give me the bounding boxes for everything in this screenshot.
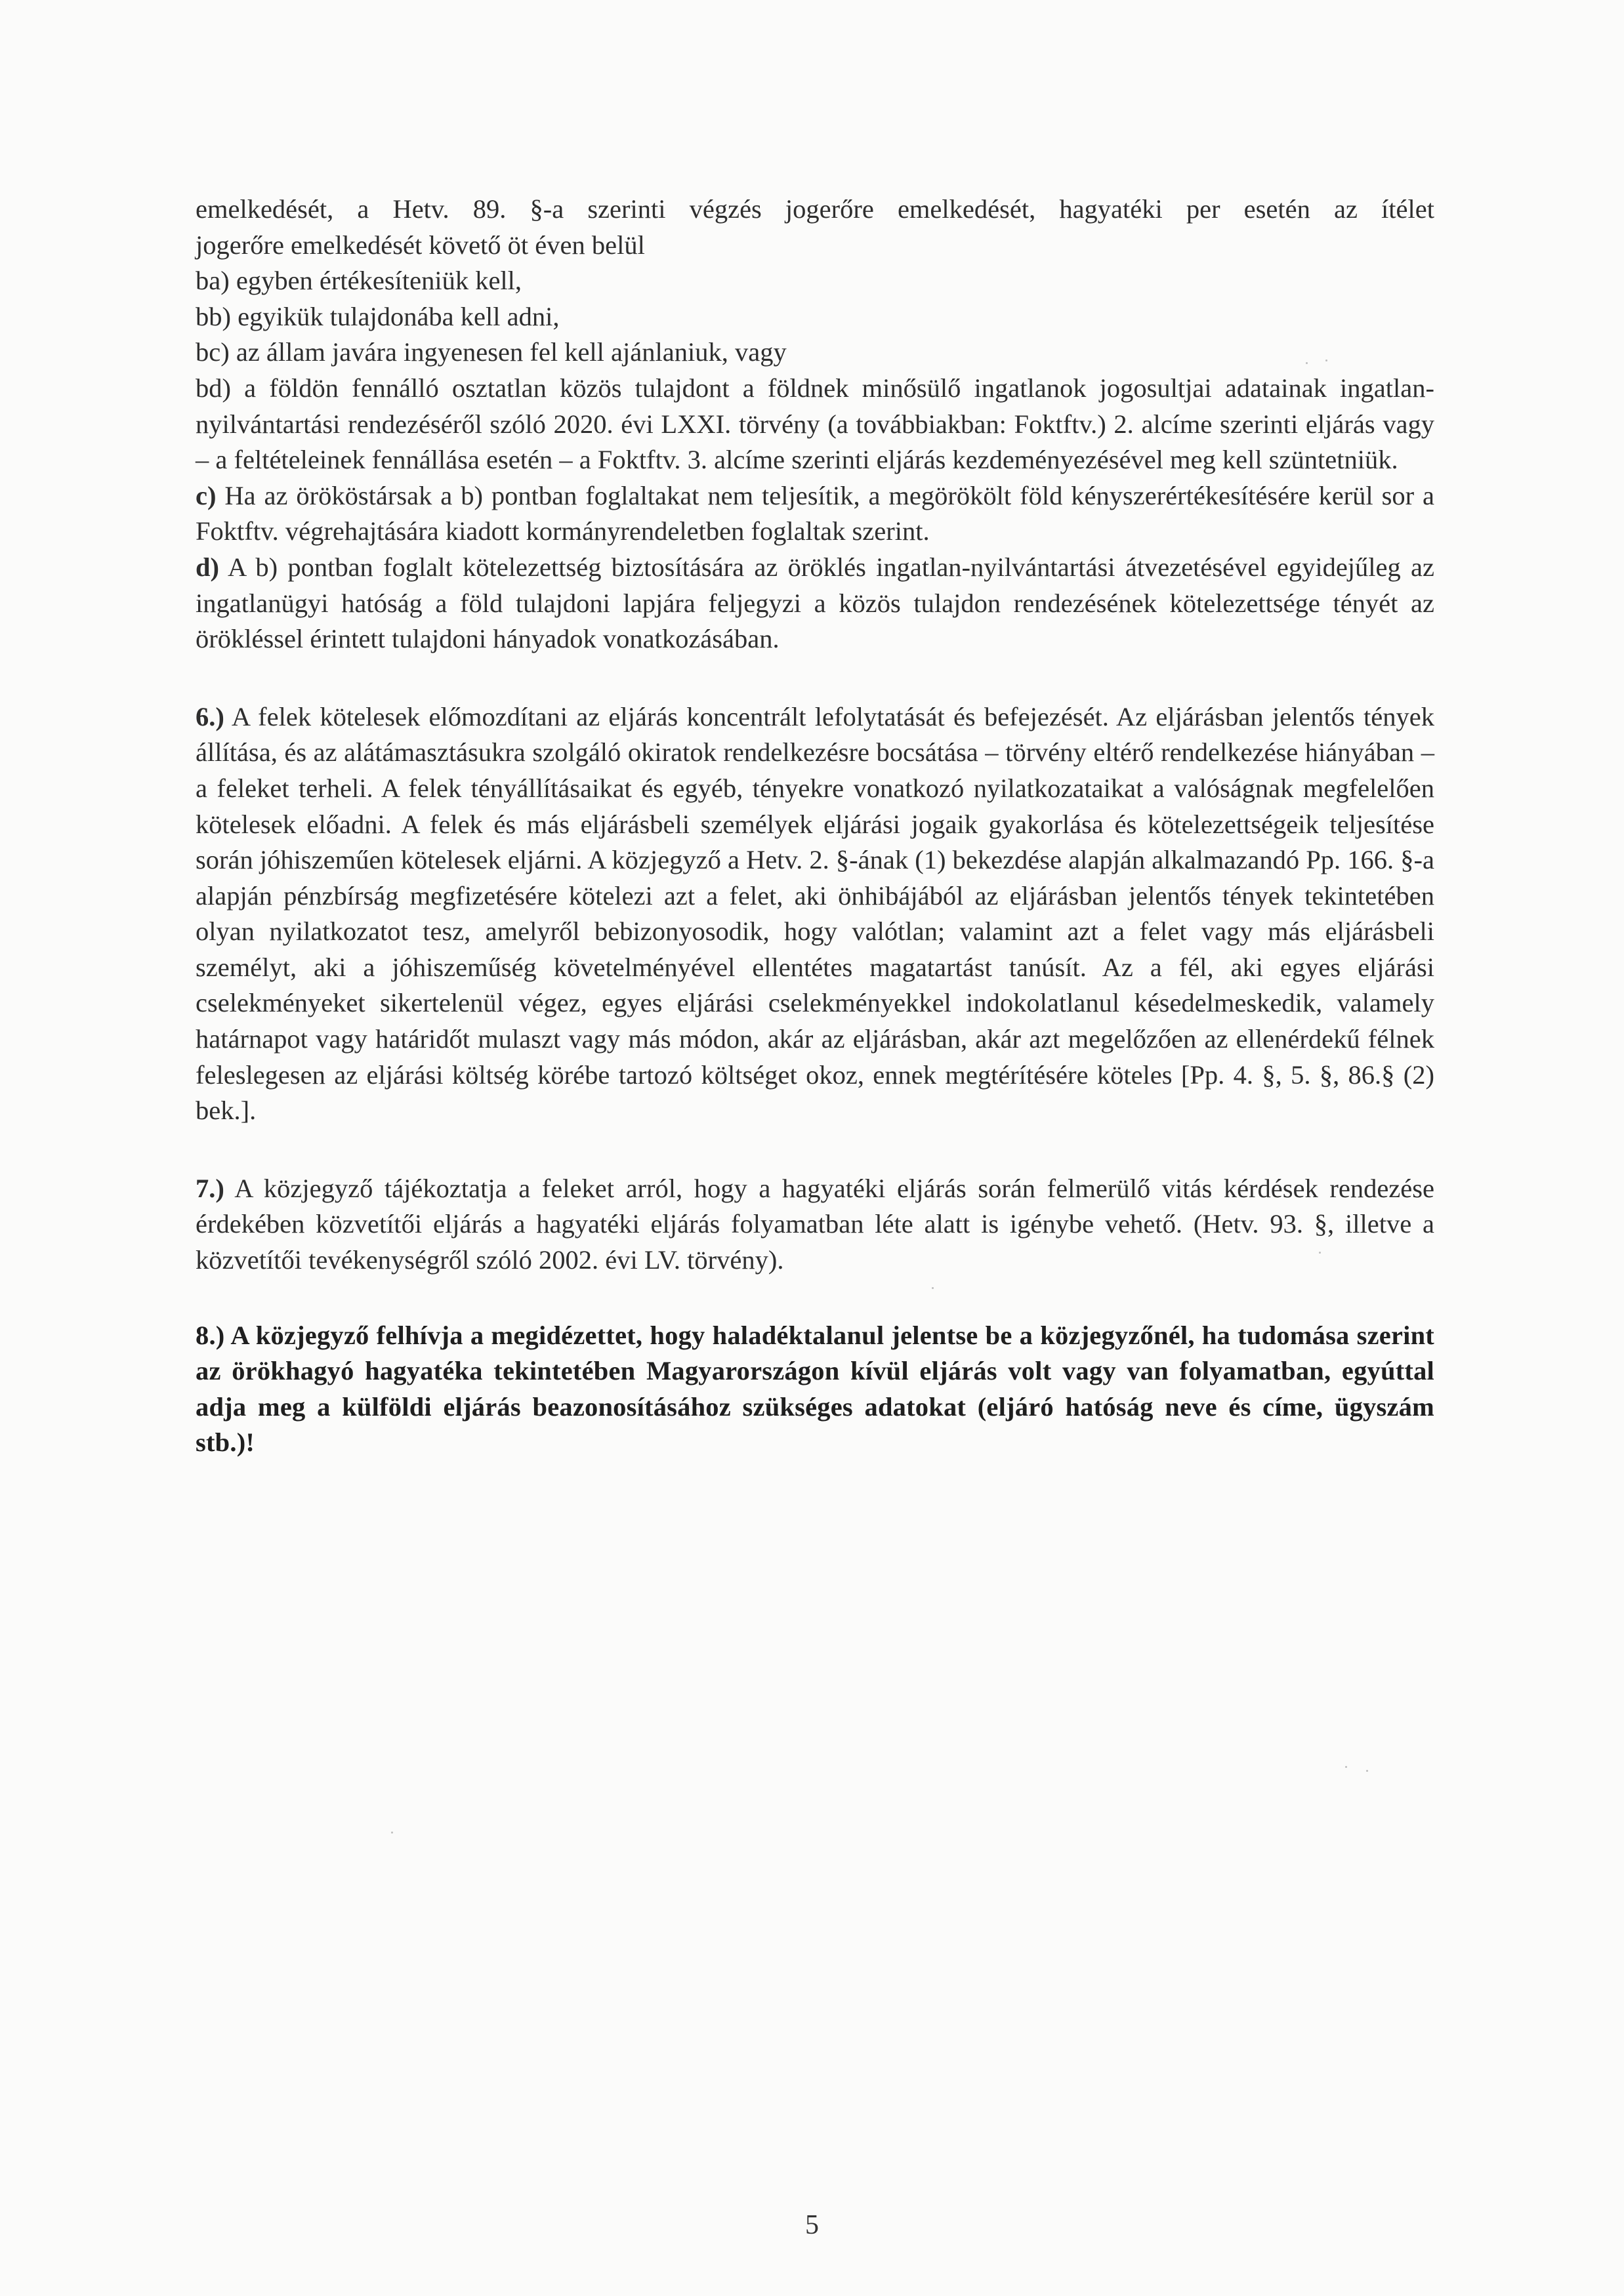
scan-speck bbox=[1345, 1766, 1347, 1768]
intro-line-2: jogerőre emelkedését követő öt éven belül bbox=[196, 230, 645, 260]
item-c bbox=[196, 478, 1434, 550]
scan-speck bbox=[1366, 1770, 1368, 1772]
spacer bbox=[196, 657, 1434, 699]
item-d-label: d) bbox=[196, 552, 220, 582]
paragraph-6-text: A felek kötelesek előmozdítani az eljárás koncentrált lefolytatását és befejezését. Az eljárásban jelentős tények állítása, és az alátámasztásukra szolgáló okiratok rendelkezésre bocsátása – törvény eltérő rendelkezése hiányában – a feleket terheli. A felek tényállításaikat és egyéb, tényekre vonatkozó nyilatkozataikat a valóságnak megfelelően kötelesek előadni. A felek és más eljárásbeli személyek eljárási jogaik gyakorlása és kötelezettségeik teljesítése során jóhiszeműen kötelesek eljárni. A közjegyző a Hetv. 2. §-ának (1) bekezdése alapján alkalmazandó Pp. 166. §-a alapján pénzbírság megfizetésére kötelezi azt a felet, aki önhibájából az eljárásban jelentős tények tekintetében olyan nyilatkozatot tesz, amelyről bebizonyosodik, hogy valótlan; valamint azt a felet vagy más eljárásbeli személyt, aki a jóhiszeműség követelményével ellentétes magatartást tanúsít. Az a fél, aki egyes eljárási cselekményeket sikertelenül végez, egyes eljárási cselekményekkel indokolatlanul késedelmeskedik, valamely határnapot vagy határidőt mulaszt vagy más módon, akár az eljárásban, akár azt megelőzően az ellenérdekű félnek feleslegesen az eljárási költség körébe tartozó költséget okoz, ennek megtérítésére köteles [Pp. 4. §, 5. §, 86.§ (2) bek.]. bbox=[196, 701, 1434, 1126]
scan-speck bbox=[1319, 1252, 1321, 1254]
item-d bbox=[196, 550, 1434, 657]
item-d-text: A b) pontban foglalt kötelezettség biztosítására az öröklés ingatlan-nyilvántartási átvezetésével egyidejűleg az ingatlanügyi hatóság a föld tulajdoni lapjára feljegyzi a közös tulajdon rendezésének kötelezettsége tényét az örökléssel érintett tulajdoni hányadok vonatkozásában. bbox=[196, 552, 1434, 654]
intro-line-1: emelkedését, a Hetv. 89. §-a szerinti végzés jogerőre emelkedését, hagyatéki per esetén az ítélet bbox=[196, 194, 1434, 224]
item-ba: ba) egyben értékesíteniük kell, bbox=[196, 266, 522, 296]
scan-speck bbox=[391, 1832, 393, 1834]
item-c-text: Ha az örököstársak a b) pontban foglaltakat nem teljesítik, a megörökölt föld kényszerértékesítésére kerül sor a Foktftv. végrehajtására kiadott kormányrendeletben foglaltak szerint. bbox=[196, 480, 1434, 546]
paragraph-7-text: A közjegyző tájékoztatja a feleket arról, hogy a hagyatéki eljárás során felmerülő vitás kérdések rendezése érdekében közvetítői eljárás a hagyatéki eljárás folyamatban léte alatt is igénybe vehető. (Hetv. 93. §, illetve a közvetítői tevékenységről szóló 2002. évi LV. törvény). bbox=[196, 1173, 1434, 1275]
item-bb: bb) egyikük tulajdonába kell adni, bbox=[196, 301, 560, 331]
item-c-label: c) bbox=[196, 480, 217, 510]
paragraph-6 bbox=[196, 699, 1434, 1129]
spacer bbox=[196, 1279, 1434, 1318]
item-bd: bd) a földön fennálló osztatlan közös tulajdont a földnek minősülő ingatlanok jogosultjai adatainak ingatlan-nyilvántartási rendezéséről szóló 2020. évi LXXI. törvény (a továbbiakban: Foktftv.) 2. alcíme szerinti eljárás vagy – a feltételeinek fennállása esetén – a Foktftv. 3. alcíme szerinti eljárás kezdeményezésével meg kell szüntetniük. bbox=[196, 373, 1434, 475]
scan-speck bbox=[1306, 362, 1308, 364]
scan-speck bbox=[1325, 359, 1327, 361]
paragraph-7 bbox=[196, 1171, 1434, 1279]
item-bc: bc) az állam javára ingyenesen fel kell ajánlaniuk, vagy bbox=[196, 337, 787, 367]
page-number: 5 bbox=[805, 2210, 819, 2240]
spacer bbox=[196, 1129, 1434, 1171]
paragraph-8-notice: 8.) A közjegyző felhívja a megidézettet, hogy haladéktalanul jelentse be a közjegyzőnél, ha tudomása szerint az örökhagyó hagyatéka tekintetében Magyarországon kívül eljárás volt vagy van folyamatban, egyúttal adja meg a külföldi eljárás beazonosításához szükséges adatokat (eljáró hatóság neve és címe, ügyszám stb.)! bbox=[196, 1320, 1434, 1458]
scan-speck bbox=[932, 1287, 934, 1289]
document-body bbox=[196, 192, 1434, 1461]
paragraph-6-label: 6.) bbox=[196, 701, 224, 731]
paragraph-7-label: 7.) bbox=[196, 1173, 224, 1203]
